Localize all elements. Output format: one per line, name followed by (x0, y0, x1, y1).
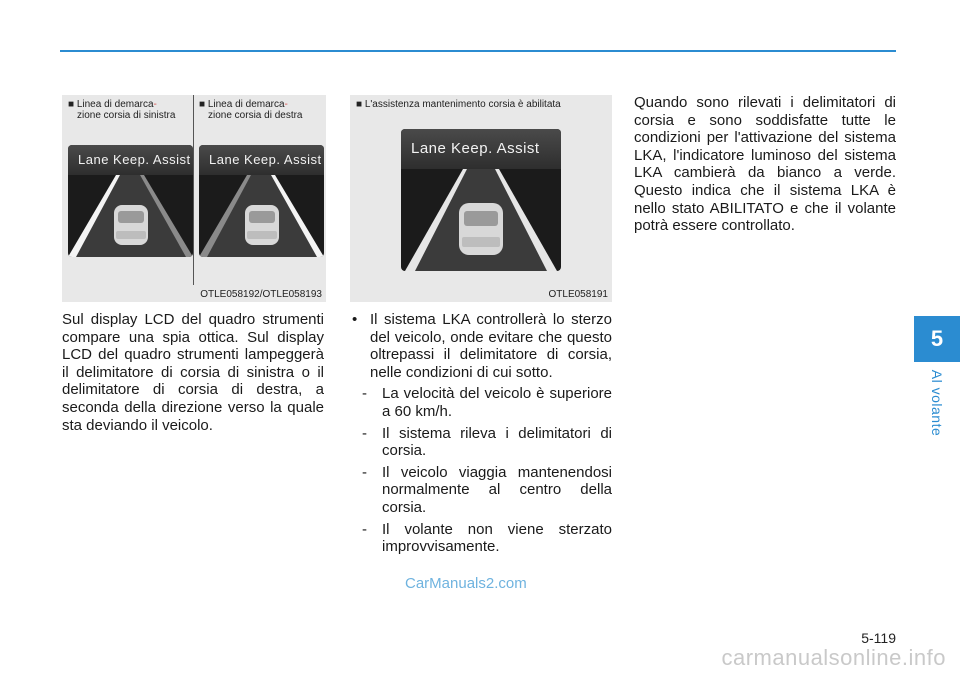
page-number: 5-119 (861, 630, 896, 646)
footer-watermark: carmanualsonline.info (721, 645, 946, 670)
bullet-text: Il sistema LKA controllerà lo sterzo del veicolo, onde evitare che questo oltrepassi il delimitatore di corsia, nelle condizioni di cui sotto. (370, 311, 612, 381)
caption-right-marker: ■ Linea di demarca- zione corsia di destra (199, 99, 303, 121)
screen-title: Lane Keep. Assist (199, 145, 324, 175)
condition-item: - Il sistema rileva i delimitatori di corsia. (362, 424, 612, 460)
caption-left-marker: ■ Linea di demarca- zione corsia di sinistra (68, 99, 176, 121)
lane-car-graphic-right (199, 175, 324, 257)
lane-car-graphic-left (68, 175, 193, 257)
right-paragraph: Quando sono rilevati i delimitatori di corsia e sono soddisfatte tutte le condizioni per l'attivazione del sistema LKA, l'indicatore luminoso del sistema LKA cambierà da bianco a verde. Questo indica che il sistema LKA è nello stato ABILITATO e che il volante potrà essere controllato. (634, 94, 896, 235)
screen-title: Lane Keep. Assist (401, 129, 561, 169)
condition-item: - Il volante non viene sterzato improvvisamente. (362, 520, 612, 556)
figure-lane-markers (62, 95, 326, 302)
watermark-link[interactable]: CarManuals2.com (405, 575, 527, 592)
condition-item: - Il veicolo viaggia mantenendosi normalmente al centro della corsia. (362, 463, 612, 516)
left-paragraph: Sul display LCD del quadro strumenti compare una spia ottica. Sul display LCD del quadro strumenti lampeggerà il delimitatore di corsia di sinistra o il delimitatore di corsia di destra, a seconda della direzione verso la quale sta deviando il veicolo. (62, 311, 324, 434)
figure-lka-enabled (350, 95, 612, 302)
lane-car-graphic-enabled (401, 169, 561, 271)
lka-screen-right (199, 145, 324, 257)
chapter-number-tab: 5 (914, 316, 960, 362)
bullet-block (352, 311, 612, 556)
lka-screen-enabled (401, 129, 561, 271)
condition-item: - La velocità del veicolo è superiore a 60 km/h. (362, 385, 612, 420)
screen-title: Lane Keep. Assist (68, 145, 193, 175)
figure-code: OTLE058191 (548, 289, 608, 300)
header-rule (60, 50, 896, 52)
figure-divider (193, 95, 194, 285)
caption-enabled: ■ L'assistenza mantenimento corsia è abilitata (356, 99, 561, 110)
bullet-item (352, 311, 612, 381)
lka-screen-left (68, 145, 193, 257)
bullet-marker: • (352, 311, 358, 328)
chapter-label: Al volante (929, 369, 946, 437)
figure-code: OTLE058192/OTLE058193 (200, 289, 322, 300)
